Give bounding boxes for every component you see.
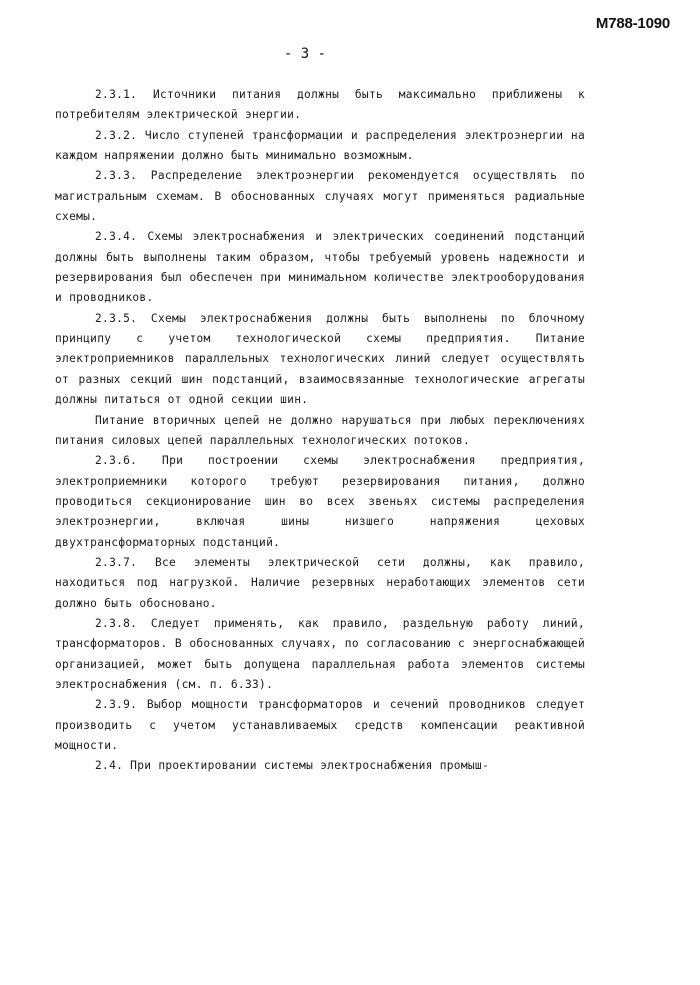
paragraph-2-3-2: 2.3.2. Число ступеней трансформации и распределения электроэнергии на каждом напряжении должно быть минимально возможным. — [55, 128, 585, 163]
paragraph-secondary-circuits: Питание вторичных цепей не должно нарушаться при любых переключениях питания силовых цепей параллельных технологических потоков. — [55, 413, 585, 447]
paragraph-2-3-6: 2.3.6. При построении схемы электроснабжения предприятия, электроприемники которого требуют резервирования питания, должно проводиться секционирование шин во всех звеньях системы распределения электроэнергии, включая шины низшего напряжения цеховых двухтрансформаторных подстанций. — [55, 454, 585, 549]
document-code: М788-1090 — [595, 15, 670, 32]
paragraph-2-3-7: 2.3.7. Все элементы электрической сети должны, как правило, находиться под нагрузкой. Наличие резервных неработающих элементов сети должно быть обосновано. — [55, 555, 585, 610]
page-number: - 3 - — [283, 46, 327, 62]
paragraph-2-3-1: 2.3.1. Источники питания должны быть максимально приближены к потребителям электрической энергии. — [55, 88, 585, 122]
document-body — [55, 85, 585, 777]
paragraph-2-4: 2.4. При проектировании системы электроснабжения промыш- — [95, 759, 489, 773]
paragraph-2-3-4: 2.3.4. Схемы электроснабжения и электрических соединений подстанций должны быть выполнены таким образом, чтобы требуемый уровень надежности и резервирования был обеспечен при минимальном количестве электрооборудования и проводников. — [55, 230, 585, 305]
paragraph-2-3-3: 2.3.3. Распределение электроэнергии рекомендуется осуществлять по магистральным схемам. В обоснованных случаях могут применяться радиальные схемы. — [55, 169, 585, 224]
paragraph-2-3-9: 2.3.9. Выбор мощности трансформаторов и сечений проводников следует производить с учетом устанавливаемых средств компенсации реактивной мощности. — [55, 698, 585, 752]
paragraph-2-3-5: 2.3.5. Схемы электроснабжения должны быть выполнены по блочному принципу с учетом технологической схемы предприятия. Питание электроприемников параллельных технологических линий следует осуществлять от разных секций шин подстанций, взаимосвязанные технологические агрегаты должны питаться от одной секции шин. — [55, 311, 585, 407]
paragraph-2-3-8: 2.3.8. Следует применять, как правило, раздельную работу линий, трансформаторов. В обоснованных случаях, по согласованию с энергоснабжающей организацией, может быть допущена параллельная работа элементов системы электроснабжения (см. п. 6.33). — [55, 616, 585, 691]
